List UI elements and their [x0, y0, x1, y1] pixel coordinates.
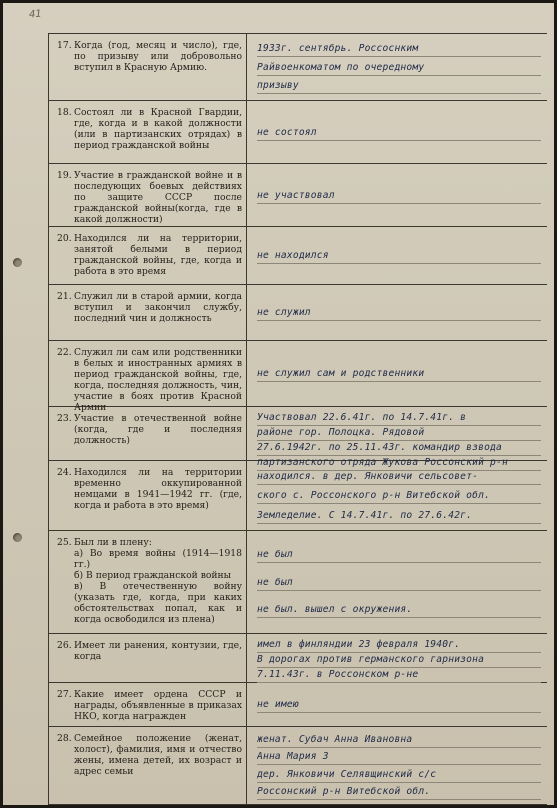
question-row — [49, 285, 547, 341]
question-label: Находился ли на территории, занятой белыми в период гражданской войны, где, когда и работа в это время — [74, 233, 242, 277]
question-row — [49, 634, 547, 683]
question-number: 28. — [57, 733, 72, 744]
question-row — [49, 407, 547, 468]
corner-handwritten-note: 41 — [28, 8, 43, 21]
answer-line: 7.11.43г. в Россонском р-не — [257, 668, 541, 683]
answer-line: не был — [257, 576, 541, 591]
question-cell — [49, 285, 247, 340]
question-label: Семейное положение (женат, холост), фамилия, имя и отчество жены, имена детей, их возраст и адрес семьи — [74, 733, 242, 777]
question-number: 18. — [57, 107, 72, 118]
question-label: Служил ли сам или родственники в белых и иностранных армиях в период гражданской войны, где, когда, последняя должность, чин, участие в боях против Красной Армии — [74, 347, 242, 413]
question-cell — [49, 634, 247, 682]
handwritten-answer-cell — [247, 531, 547, 633]
question-text — [74, 413, 242, 458]
question-cell — [49, 727, 247, 804]
question-row — [49, 683, 547, 727]
question-label: Какие имеет ордена СССР и награды, объявленные в приказах НКО, когда награжден — [74, 689, 242, 722]
handwritten-answer-cell — [247, 341, 547, 406]
handwritten-answer-cell — [247, 727, 547, 804]
question-text — [74, 689, 242, 724]
handwritten-answer-cell — [247, 683, 547, 726]
answer-line: 1933г. сентябрь. Россоснким — [257, 42, 541, 57]
answer-line: призыву — [257, 79, 541, 94]
questionnaire-table — [48, 33, 547, 805]
question-row — [49, 34, 547, 101]
handwritten-answer-cell — [247, 634, 547, 682]
answer-line: женат. Субач Анна Ивановна — [257, 733, 541, 748]
question-text — [74, 640, 242, 680]
question-number: 17. — [57, 40, 72, 51]
answer-line: находился. в дер. Янковичи сельсовет- — [257, 470, 541, 485]
ruled-lines — [257, 638, 541, 683]
question-text — [74, 107, 242, 161]
handwritten-answer-cell — [247, 34, 547, 100]
handwritten-answer-cell — [247, 101, 547, 163]
question-text — [74, 347, 242, 413]
question-cell — [49, 227, 247, 284]
question-cell — [49, 683, 247, 726]
ruled-lines — [257, 289, 541, 338]
answer-line: не состоял — [257, 126, 541, 141]
answer-line: Россонский р-н Витебской обл. — [257, 785, 541, 800]
answer-line: не находился — [257, 249, 541, 264]
answer-line: дер. Янковичи Селявщинский с/с — [257, 768, 541, 783]
answer-line: не был. вышел с окружения. — [257, 603, 541, 618]
question-label: Участие в отечественной войне (когда, где и последняя должность) — [74, 413, 242, 446]
answer-line: не служил — [257, 306, 541, 321]
question-number: 22. — [57, 347, 72, 358]
question-cell — [49, 341, 247, 413]
handwritten-answer-cell — [247, 461, 547, 530]
answer-line: ского с. Россонского р-н Витебской обл. — [257, 489, 541, 504]
question-text — [74, 291, 242, 338]
question-cell — [49, 164, 247, 226]
question-text — [74, 467, 242, 528]
question-row — [49, 164, 547, 227]
answer-line: Анна Мария 3 — [257, 750, 541, 765]
document-page — [3, 3, 554, 805]
question-number: 23. — [57, 413, 72, 424]
ruled-lines — [257, 38, 541, 98]
question-label: Состоял ли в Красной Гвардии, где, когда и в какой должности (или в партизанских отрядах) в период гражданской войны — [74, 107, 242, 151]
question-label: Находился ли на территории временно оккупированной немцами в 1941—1942 гг. (где, когда и работа в это время) — [74, 467, 242, 511]
ruled-lines — [257, 231, 541, 282]
handwritten-answer-cell — [247, 164, 547, 226]
question-subitem: в) В отечественную войну (указать где, когда, при каких обстоятельствах попал, как и когда освободился из плена) — [74, 581, 242, 625]
question-number: 25. — [57, 537, 72, 548]
question-number: 19. — [57, 170, 72, 181]
question-cell — [49, 531, 247, 633]
question-subitem: а) Во время войны (1914—1918 гг.) — [74, 548, 242, 570]
question-text — [74, 537, 242, 631]
question-cell — [49, 101, 247, 163]
handwritten-answer-cell — [247, 227, 547, 284]
question-cell — [49, 34, 247, 100]
answer-line: не был — [257, 548, 541, 563]
question-label: Служил ли в старой армии, когда вступил и закончил службу, последний чин и должность — [74, 291, 242, 324]
ruled-lines — [257, 345, 541, 404]
question-row — [49, 227, 547, 285]
question-label: Был ли в плену: — [74, 537, 152, 548]
question-label: Имеет ли ранения, контузии, где, когда — [74, 640, 242, 662]
answer-line: Земледелие. С 14.7.41г. по 27.6.42г. — [257, 509, 541, 524]
question-text — [74, 170, 242, 224]
binder-hole — [13, 533, 22, 542]
ruled-lines — [257, 535, 541, 631]
ruled-lines — [257, 105, 541, 161]
question-cell — [49, 461, 247, 530]
answer-line: не служил сам и родственники — [257, 367, 541, 382]
question-number: 26. — [57, 640, 72, 651]
question-row — [49, 727, 547, 805]
answer-line: В дорогах против германского гарнизона — [257, 653, 541, 668]
handwritten-answer-cell — [247, 407, 547, 468]
question-cell — [49, 407, 247, 460]
ruled-lines — [257, 687, 541, 724]
question-row — [49, 531, 547, 634]
question-number: 20. — [57, 233, 72, 244]
ruled-lines — [257, 465, 541, 528]
question-number: 24. — [57, 467, 72, 478]
question-label: Когда (год, месяц и число), где, по призыву или добровольно вступил в Красную Армию. — [74, 40, 242, 73]
question-number: 21. — [57, 291, 72, 302]
question-text — [74, 733, 242, 802]
question-row — [49, 101, 547, 164]
question-text — [74, 233, 242, 282]
ruled-lines — [257, 731, 541, 802]
answer-line: Райвоенкоматом по очередному — [257, 61, 541, 76]
question-number: 27. — [57, 689, 72, 700]
handwritten-answer-cell — [247, 285, 547, 340]
answer-line: не участвовал — [257, 189, 541, 204]
answer-line: Участвовал 22.6.41г. по 14.7.41г. в — [257, 411, 541, 426]
question-row — [49, 461, 547, 531]
answer-line: не имею — [257, 698, 541, 713]
question-row — [49, 341, 547, 413]
answer-line: имел в финляндии 23 февраля 1940г. — [257, 638, 541, 653]
question-text — [74, 40, 242, 98]
ruled-lines — [257, 168, 541, 224]
answer-line: 27.6.1942г. по 25.11.43г. командир взвода — [257, 441, 541, 456]
question-subitem: б) В период гражданской войны — [74, 570, 231, 581]
answer-line: районе гор. Полоцка. Рядовой — [257, 426, 541, 441]
answer-line: партизанского отряда Жукова Россонский р-н — [257, 456, 541, 471]
binder-hole — [13, 258, 22, 267]
question-label: Участие в гражданской войне и в последующих боевых действиях по защите СССР после гражданской войны(когда, где в какой должности) — [74, 170, 242, 225]
